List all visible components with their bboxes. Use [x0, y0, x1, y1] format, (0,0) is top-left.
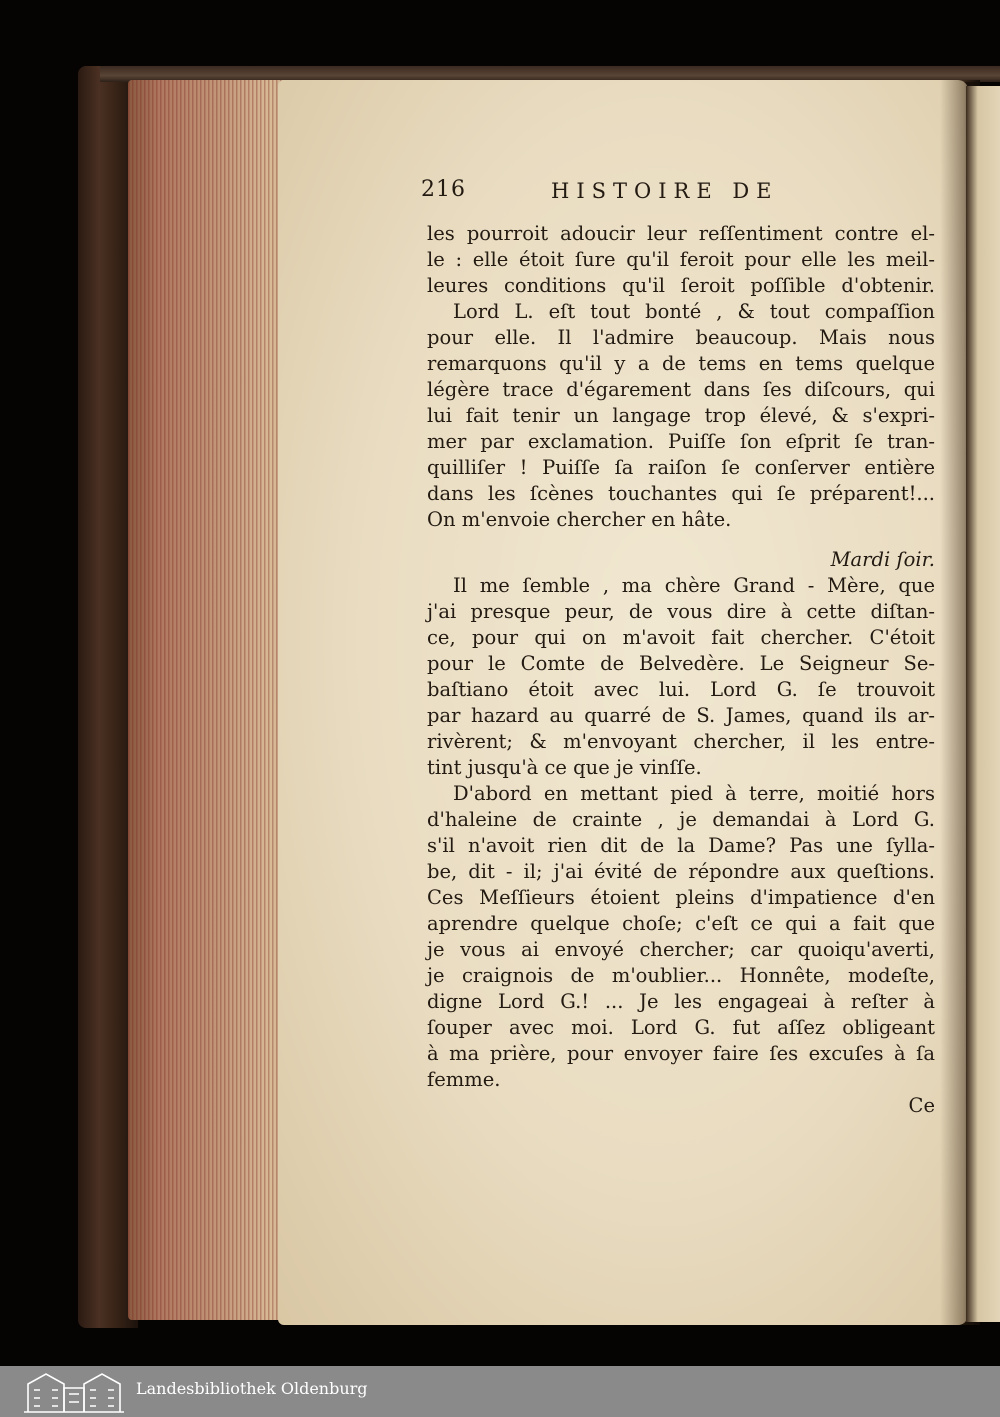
text-line: légère trace d'égarement dans ſes diſcours, qui	[427, 378, 935, 401]
library-name: Landesbibliothek Oldenburg	[136, 1379, 368, 1398]
footer-bar	[0, 1366, 1000, 1417]
text-line: d'haleine de crainte , je demandai à Lord G.	[427, 808, 935, 831]
text-line: les pourroit adoucir leur reſſentiment contre el-	[427, 222, 935, 245]
text-line: D'abord en mettant pied à terre, moitié hors	[453, 782, 935, 805]
page-edges	[128, 80, 288, 1320]
text-line: lui fait tenir un langage trop élevé, & s'expri-	[427, 404, 935, 427]
running-title: HISTOIRE DE	[551, 179, 779, 203]
text-line: ce, pour qui on m'avoit fait chercher. C'étoit	[427, 626, 935, 649]
text-line: je vous ai envoyé chercher; car quoiqu'averti,	[427, 938, 935, 961]
text-line: Ces Meſſieurs étoient pleins d'impatience d'en	[427, 886, 935, 909]
text-line: le : elle étoit ſure qu'il feroit pour elle les meil-	[427, 248, 935, 271]
catchword: Ce	[908, 1094, 935, 1117]
text-line: à ma prière, pour envoyer faire ſes excuſes à ſa	[427, 1042, 935, 1065]
text-line: femme.	[427, 1068, 501, 1091]
text-line: tint jusqu'à ce que je vinſſe.	[427, 756, 702, 779]
page-number: 216	[421, 177, 466, 202]
text-line: mer par exclamation. Puiſſe ſon eſprit ſe tran-	[427, 430, 935, 453]
text-line: leures conditions qu'il ſeroit poſſible d'obtenir.	[427, 274, 935, 297]
text-line: je craignois de m'oublier... Honnête, modeſte,	[427, 964, 935, 987]
text-line: pour le Comte de Belvedère. Le Seigneur Se-	[427, 652, 935, 675]
dateline: Mardi ſoir.	[830, 548, 935, 571]
text-line: quilliſer ! Puiſſe ſa raiſon ſe conſerver entière	[427, 456, 935, 479]
running-head	[421, 177, 935, 221]
text-line: On m'envoie chercher en hâte.	[427, 508, 732, 531]
facing-page-edge	[966, 86, 1000, 1322]
text-line: s'il n'avoit rien dit de la Dame? Pas une ſylla-	[427, 834, 935, 857]
paragraph	[427, 221, 935, 299]
text-line: pour elle. Il l'admire beaucoup. Mais nous	[427, 326, 935, 349]
text-line: rivèrent; & m'envoyant chercher, il les entre-	[427, 730, 935, 753]
text-line: aprendre quelque choſe; c'eſt ce qui a fait que	[427, 912, 935, 935]
paragraph	[427, 781, 935, 1093]
text-line: dans les ſcènes touchantes qui ſe préparent!...	[427, 482, 935, 505]
library-building-logo-icon	[22, 1370, 126, 1414]
text-line: be, dit - il; j'ai évité de répondre aux queſtions.	[427, 860, 935, 883]
text-line: ſouper avec moi. Lord G. fut aſſez obligeant	[427, 1016, 935, 1039]
text-line: baſtiano étoit avec lui. Lord G. ſe trouvoit	[427, 678, 935, 701]
text-line: par hazard au quarré de S. James, quand ils ar-	[427, 704, 935, 727]
text-line: Lord L. eſt tout bonté , & tout compaſſion	[453, 300, 935, 323]
page-text	[421, 177, 935, 1119]
text-line: j'ai presque peur, de vous dire à cette diſtan-	[427, 600, 935, 623]
text-line: Il me ſemble , ma chère Grand - Mère, que	[453, 574, 935, 597]
text-line: remarquons qu'il y a de tems en tems quelque	[427, 352, 935, 375]
paragraph	[427, 573, 935, 781]
paragraph	[427, 299, 935, 533]
text-line: digne Lord G.! ... Je les engageai à reſter à	[427, 990, 935, 1013]
